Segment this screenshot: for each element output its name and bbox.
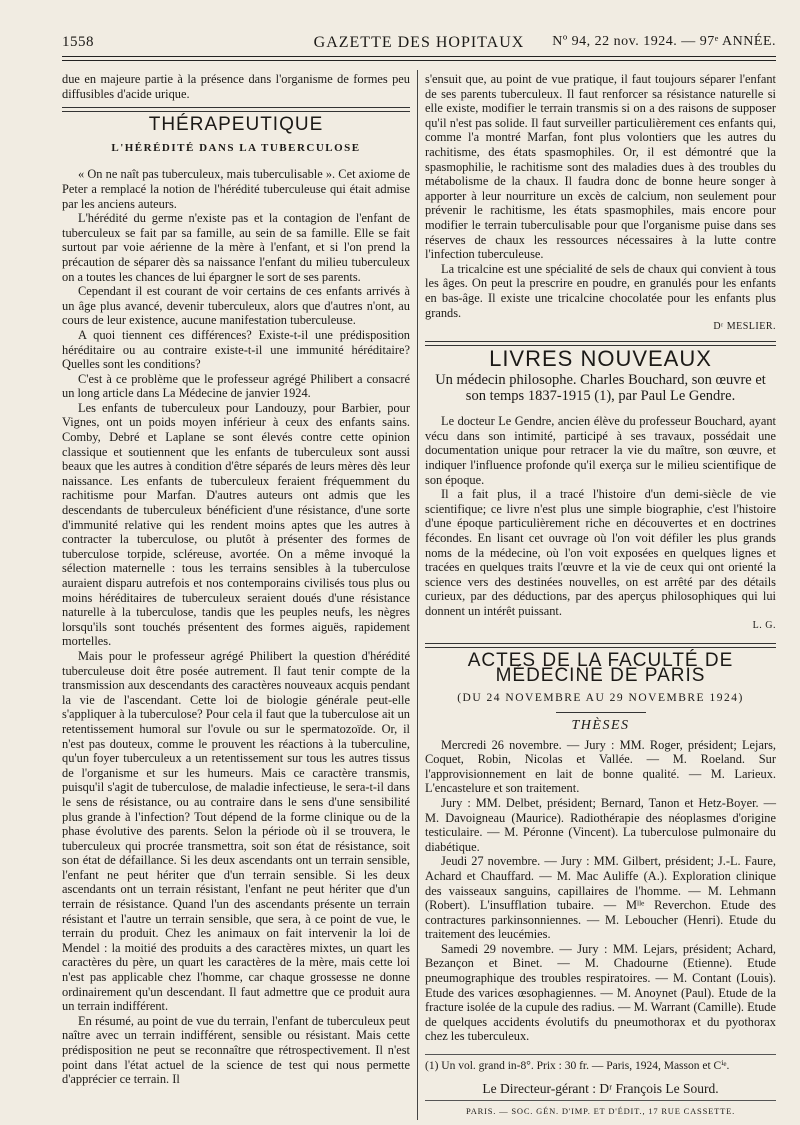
theses-heading: THÈSES [571, 717, 630, 733]
theses-paragraph: Mercredi 26 novembre. — Jury : MM. Roger, président; Lejars, Coquet, Robin, Nicolas et Vallée. — M. Roeland. Sur l'approvisionnement en lait de bonne qualité. — M. Larieux. L'encastelure et son traitement. [425, 737, 776, 796]
short-rule [556, 712, 646, 713]
section-title-livres: LIVRES NOUVEAUX [489, 345, 712, 371]
article-paragraph: Cependant il est courant de voir certains de ces enfants arrivés à un âge plus avancé, devenir tuberculeux, alors que d'autres n'ont, au cours de leur existence, aucune manifestation tuberculeuse. [62, 284, 410, 328]
right-column [425, 72, 776, 1119]
column-separator [417, 70, 418, 1120]
book-title: Un médecin philosophe. Charles Bouchard, son œuvre et son temps 1837-1915 (1), par Paul Le Gendre. [435, 372, 766, 405]
printer-line: PARIS. — SOC. GÉN. D'IMP. ET D'ÉDIT., 17 RUE CASSETTE. [425, 1100, 776, 1119]
article-continuation: s'ensuit que, au point de vue pratique, il faut toujours séparer l'enfant de ses parents tuberculeux. Il faut renforcer sa résistance naturelle si elle existe, modifier le terrain transmis si on a des raisons de supposer qu'il n'est pas solide. Il faut surveiller particulièrement ces enfants qui, comme l'a montré Marfan, font plus volontiers que les autres du rachitisme, des états spasmophiles. Or, il est démontré que la spasmophilie, le rachitisme sont des maladies dues à des troubles du métabolisme de la chaux. Il faudra donc de bonne heure songer à apporter à leur nourriture un excès de calcium, non seulement pour prévenir le rachitisme, les états spasmophiles, mais encore pour modifier le terrain tuberculisable pour que l'organisme puise dans ses réserves de chaux les ressources nécessaires à la lutte contre l'infection tuberculeuse. [425, 72, 776, 262]
section-rule [425, 643, 776, 648]
page-number: 1558 [62, 34, 94, 50]
header-rule [62, 56, 776, 61]
section-title-actes: ACTES DE LA FACULTÉ DE MÉDECINE DE PARIS [467, 650, 734, 686]
article-paragraph: Mais pour le professeur agrégé Philibert la question d'hérédité tuberculeuse doit être posée autrement. Il faut tenir compte de la transmission aux descendants des caractères nouveaux acquis pendant la vie de l'ascendant. Cette loi de biologie générale peut-elle s'appliquer à la tuberculose? Pour cela il faut que la tuberculose ait un retentissement humoral sur l'ovule ou sur le spermatozoïde. Or, il n'est pas douteux, comme le prouvent les réactions à la tuberculine, qu'un foyer tuberculeux a un retentissement sur tous les autres tissus de l'organisme et sur les humeurs. Mais ce caractère transmis, puisqu'il s'agit de tuberculose, de maladie infectieuse, le sera-t-il dans le sens de résistance, ou au contraire dans le sens d'une sensibilité plus grande à l'infection? Tout dépend de la forme clinique ou de la phase évolutive des parents. Selon la période où il se trouvera, le tuberculeux qui procrée transmettra, soit son état de résistance, soit son état de défaillance. Si les deux ascendants ont un terrain sensible, l'enfant ne peut hériter que d'un terrain sensible. Si les deux ascendants ont un terrain résistant, l'enfant ne peut hériter que d'un terrain de résistance. Quand l'un des ascendants présente un terrain résistant et l'autre un terrain sensible, que sera, à ce point de vue, le terrain du produit. Chez les animaux on fait intervenir la loi de Mendel : la moitié des produits a des caractères mixtes, un quart les caractères du père, un quart les caractères de la mère, mais cette loi n'est pas applicable chez l'homme, car chaque grossesse ne donne ordinairement qu'un descendant. Il faut admettre que ce produit aura un terrain indifférent. [62, 648, 410, 1014]
journal-title: GAZETTE DES HOPITAUX [313, 34, 525, 51]
article-paragraph: En résumé, au point de vue du terrain, l'enfant de tuberculeux peut naître avec un terrain indifférent, sensible ou résistant. Mais cette prédisposition ne peut se reconnaître que rétrospectivement. Il n'est point dans l'état actuel de la science de test qui nous permette d'apprécier ce terrain. Il [62, 1013, 410, 1087]
article-paragraph: « On ne naît pas tuberculeux, mais tuberculisable ». Cet axiome de Peter a remplacé la notion de l'hérédité tuberculeuse qui était admise par les anciens auteurs. [62, 167, 410, 211]
article-paragraph: L'hérédité du germe n'existe pas et la contagion de l'enfant de tuberculeux se fait par sa famille, au sein de sa famille. Elle se fait surtout par voie aérienne de la mère à l'enfant, et si l'on prend la précaution de séparer dès sa naissance l'enfant du milieu tuberculeux on a toutes les chances de lui épargner le sort de ses parents. [62, 211, 410, 284]
issue-info: Nº 94, 22 nov. 1924. — 97ᵉ ANNÉE. [552, 34, 776, 49]
left-column [62, 72, 410, 1087]
section-title-therapeutique: THÉRAPEUTIQUE [148, 114, 324, 136]
director-line: Le Directeur-gérant : Dʳ François Le Sourd. [482, 1080, 719, 1096]
article-signature: Dʳ MESLIER. [713, 321, 776, 333]
section-rule [425, 341, 776, 346]
book-paragraph: Il a fait plus, il a tracé l'histoire d'un demi-siècle de vie scientifique; ce livre n'est plus une simple biographie, c'est l'histoire d'une époque particulièrement riche en découvertes et en doctrines fécondes. En lisant cet ouvrage où l'on voit défiler les plus grands noms de la médecine, où l'on voit exposées en quelques lignes et tracées en quelques traits l'œuvre et la vie de ceux qui ont orienté la science vers des destinées nouvelles, on est arrêté par des détails curieux, par des déductions, par des aperçus philosophiques qui lui donnent un intérêt puissant. [425, 487, 776, 618]
theses-paragraph: Jeudi 27 novembre. — Jury : MM. Gilbert, président; J.-L. Faure, Achard et Chauffard. — M. Mac Auliffe (A.). Exploration clinique des vaisseaux sanguins, capillaires de l'homme. — M. Lehmann (Robert). L'insufflation tubaire. — Mˡˡᵉ Reverchon. Etude des contractures parkinsonniennes. — M. Leboucher (Henri). Etude du traitement des leucémies. [425, 854, 776, 942]
page-header [62, 30, 776, 54]
article-paragraph: C'est à ce problème que le professeur agrégé Philibert a consacré un long article dans La Médecine de janvier 1924. [62, 371, 410, 401]
article-continuation: La tricalcine est une spécialité de sels de chaux qui convient à tous les âges. On peut la prescrire en poudre, en granulés pour les enfants en bas-âge. Il existe une tricalcine chocolatée pour les enfants plus grands. [425, 261, 776, 320]
article-paragraph: A quoi tiennent ces différences? Existe-t-il une prédisposition héréditaire ou au contraire existe-t-il une immunité héréditaire? Quelles sont les conditions? [62, 327, 410, 372]
section-rule [62, 107, 410, 112]
book-paragraph: Le docteur Le Gendre, ancien élève du professeur Bouchard, ayant vécu dans son intimité, participé à ses travaux, possédait une documentation unique pour retracer la vie du maître, son œuvre, et indiquer l'influence profonde qu'il exerça sur le milieu scientifique de son époque. [425, 414, 776, 487]
book-signature: L. G. [752, 619, 776, 631]
theses-paragraph: Samedi 29 novembre. — Jury : MM. Lejars, président; Achard, Bezançon et Binet. — M. Chadourne (Etienne). Etude pneumographique des troubles respiratoires. — M. Contant (Louis). Etude des varices œsophagiennes. — M. Anoynet (Paul). Etude de la fracture isolée de la cupule des radius. — M. Warrant (Camille). Etude de quelques accidents évolutifs du pneumothorax et du pyothorax chez les tuberculeux. [425, 941, 776, 1044]
actes-dates: (DU 24 NOVEMBRE AU 29 NOVEMBRE 1924) [457, 692, 744, 705]
footnote: (1) Un vol. grand in-8°. Prix : 30 fr. — Paris, 1924, Masson et Cⁱᵉ. [425, 1054, 776, 1074]
theses-paragraph: Jury : MM. Delbet, président; Bernard, Tanon et Hetz-Boyer. — M. Davoigneau (Maurice). Radiothérapie des néoplasmes d'origine testiculaire. — M. Péronne (Vincent). La tuberculose pulmonaire du diabétique. [425, 795, 776, 854]
article-paragraph: Les enfants de tuberculeux pour Landouzy, pour Barbier, pour Vignes, ont un poids moyen inférieur à ceux des enfants sains. Comby, Debré et Laplane se sont élevés contre cette opinion classique et soutiennent que les enfants de tuberculeux sont aussi beaux que les autres à condition d'être séparés de leurs mères dès leur naissance. Les enfants de tuberculeux feraient fréquemment du rachitisme pour Marfan. D'autres auteurs ont admis que les descendants de tuberculeux bénéficient d'une résistance, d'une sorte d'immunité relative qui les rendent moins aptes que les autres à contracter la tuberculose, ou plutôt à présenter des formes de tuberculose torpide, scléreuse, avortée. On a même invoqué la sélection maternelle : tous les terrains sensibles à la tuberculose auraient disparu autrefois et nos contemporains civilisés tous plus ou moins héréditaires de tuberculeux seraient doués d'une résistance naturelle à la tuberculose, tandis que les peuples neufs, les nègres lorsqu'ils sont touchés présentent des formes aiguës, rapidement mortelles. [62, 400, 410, 649]
intro-paragraph: due en majeure partie à la présence dans l'organisme de formes peu diffusibles d'acide urique. [62, 72, 410, 101]
article-title: L'HÉRÉDITÉ DANS LA TUBERCULOSE [111, 141, 361, 154]
